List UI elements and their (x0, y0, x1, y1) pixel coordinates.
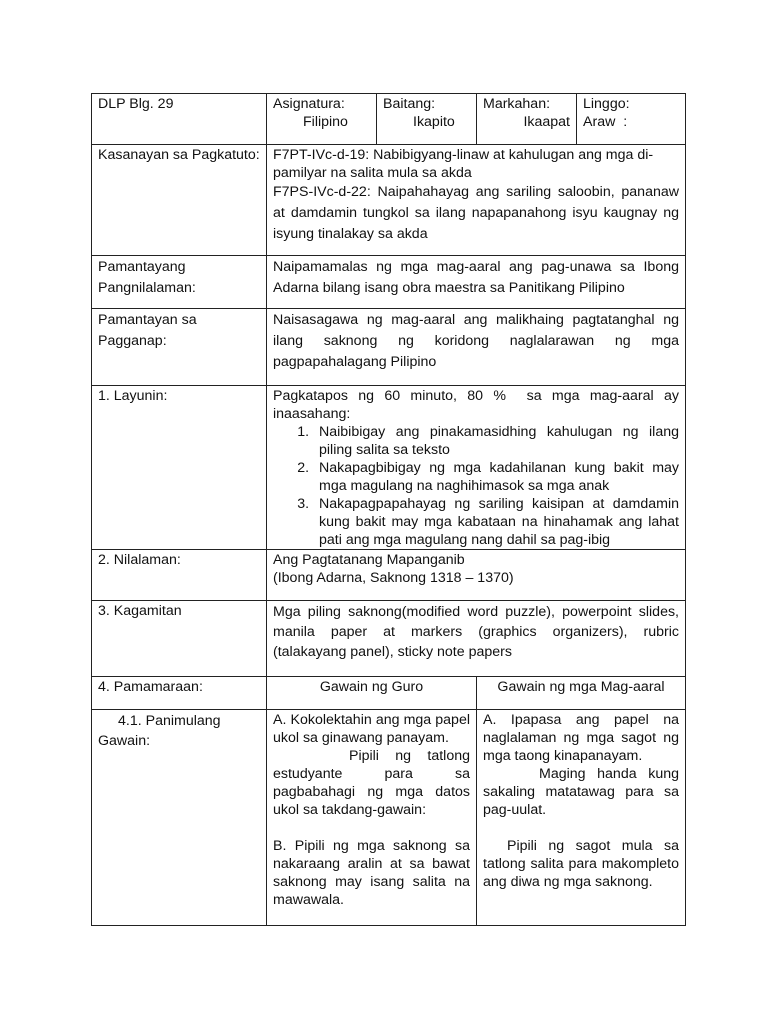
pangnilalaman-row (92, 256, 686, 309)
dlp-number-cell (92, 94, 267, 145)
layunin-content (267, 386, 686, 550)
nilalaman-content (267, 550, 686, 601)
baitang-value: Ikapito (413, 114, 455, 130)
linggo-label: Linggo: (583, 96, 630, 112)
panimulang-label-line1: 4.1. Panimulang (118, 713, 221, 729)
nilalaman-label-cell (92, 550, 267, 601)
pagganap-label-cell (92, 309, 267, 386)
kasanayan-label: Kasanayan sa Pagkatuto: (98, 147, 260, 163)
mag-aaral-header: Gawain ng mga Mag-aaral (497, 679, 665, 695)
layunin-label: 1. Layunin: (98, 388, 168, 404)
kagamitan-text: Mga piling saknong(modified word puzzle), powerpoint slides, manila paper at markers (graphics organizers), rubric (talakayang panel), sticky note papers (273, 604, 679, 660)
layunin-item: 1. Naibibigay ang pinakamasidhing kahulugan ng ilang piling salita sa teksto (313, 423, 679, 459)
mag-aaral-header-cell (477, 677, 686, 710)
asignatura-cell (267, 94, 377, 145)
layunin-row (92, 386, 686, 550)
markahan-value: Ikaapat (523, 114, 570, 130)
header-row (92, 94, 686, 145)
kagamitan-label-cell (92, 601, 267, 677)
guro-activity-b: B. Pipili ng mga saknong sa nakaraang aralin at sa bawat saknong may isang salita na mawawala. (273, 838, 470, 908)
pamamaraan-row (92, 677, 686, 710)
layunin-intro: Pagkatapos ng 60 minuto, 80 % sa mga mag-aaral ay inaasahang: (273, 388, 683, 422)
baitang-label: Baitang: (383, 96, 436, 112)
kasanayan-row (92, 145, 686, 256)
kagamitan-row (92, 601, 686, 677)
araw-label: Araw : (583, 114, 628, 130)
guro-activity-a: A. Kokolektahin ang mga papel ukol sa ginawang panayam. (273, 712, 470, 746)
nilalaman-row (92, 550, 686, 601)
dlp-table (91, 93, 686, 926)
nilalaman-label: 2. Nilalaman: (98, 552, 181, 568)
pagganap-content (267, 309, 686, 386)
kasanayan-label-cell (92, 145, 267, 256)
pamamaraan-label-cell (92, 677, 267, 710)
pangnilalaman-label: Pamantayang Pangnilalaman: (98, 259, 196, 296)
pangnilalaman-text: Naipamamalas ng mga mag-aaral ang pag-unawa sa Ibong Adarna bilang isang obra maestra sa Panitikang Pilipino (273, 259, 679, 296)
dlp-number: DLP Blg. 29 (98, 96, 174, 112)
pangnilalaman-content (267, 256, 686, 309)
pagganap-row (92, 309, 686, 386)
markahan-label: Markahan: (483, 96, 551, 112)
panimulang-label-line2: Gawain: (98, 733, 151, 749)
layunin-item: 2. Nakapagbibigay ng mga kadahilanan kung bakit may mga magulang na naghihimasok sa mga anak (313, 459, 679, 495)
kagamitan-label: 3. Kagamitan (98, 603, 182, 619)
markahan-cell (477, 94, 577, 145)
pagganap-label: Pamantayan sa Pagganap: (98, 312, 197, 349)
baitang-cell (377, 94, 477, 145)
guro-header: Gawain ng Guro (319, 679, 424, 695)
linggo-cell (577, 94, 686, 145)
kasanayan-content (267, 145, 686, 256)
kasanayan-code1-line2: pamilyar na salita mula sa akda (273, 165, 472, 181)
panimulang-aaral-cell (477, 710, 686, 926)
nilalaman-line1: Ang Pagtatanang Mapanganib (273, 552, 465, 568)
asignatura-label: Asignatura: (273, 96, 345, 112)
guro-activity-a2: Pipili ng tatlong estudyante para sa pagbabahagi ng mga datos ukol sa takdang-gawain: (273, 748, 470, 818)
panimulang-guro-cell (267, 710, 477, 926)
layunin-list (273, 423, 679, 549)
aaral-activity-b: Pipili ng sagot mula sa tatlong salita para makompleto ang diwa ng mga saknong. (483, 838, 679, 890)
panimulang-row (92, 710, 686, 926)
pamamaraan-label: 4. Pamamaraan: (98, 679, 203, 695)
pangnilalaman-label-cell (92, 256, 267, 309)
pagganap-text: Naisasagawa ng mag-aaral ang malikhaing pagtatanghal ng ilang saknong ng koridong naglalarawan ng mga pagpapahalagang Pilipino (273, 312, 679, 370)
layunin-item: 3. Nakapagpapahayag ng sariling kaisipan at damdamin kung bakit may mga kabataan na hinahamak ang lahat pati ang mga magulang nang dahil sa pag-ibig (313, 495, 679, 549)
aaral-activity-a2: Maging handa kung sakaling matatawag para sa pag-uulat. (483, 766, 679, 818)
kasanayan-code2: F7PS-IVc-d-22: Naipahahayag ang sariling saloobin, pananaw at damdamin tungkol sa ilang napapanahong isyu kaugnay ng isyung tinalakay sa akda (273, 184, 679, 242)
aaral-activity-a: A. Ipapasa ang papel na naglalaman ng mga sagot ng mga taong kinapanayam. (483, 712, 679, 764)
panimulang-label-cell (92, 710, 267, 926)
nilalaman-line2: (Ibong Adarna, Saknong 1318 – 1370) (273, 570, 514, 586)
asignatura-value: Filipino (303, 114, 348, 130)
layunin-label-cell (92, 386, 267, 550)
kasanayan-code1-line1: F7PT-IVc-d-19: Nabibigyang-linaw at kahulugan ang mga di- (273, 147, 654, 163)
guro-header-cell (267, 677, 477, 710)
kagamitan-content (267, 601, 686, 677)
